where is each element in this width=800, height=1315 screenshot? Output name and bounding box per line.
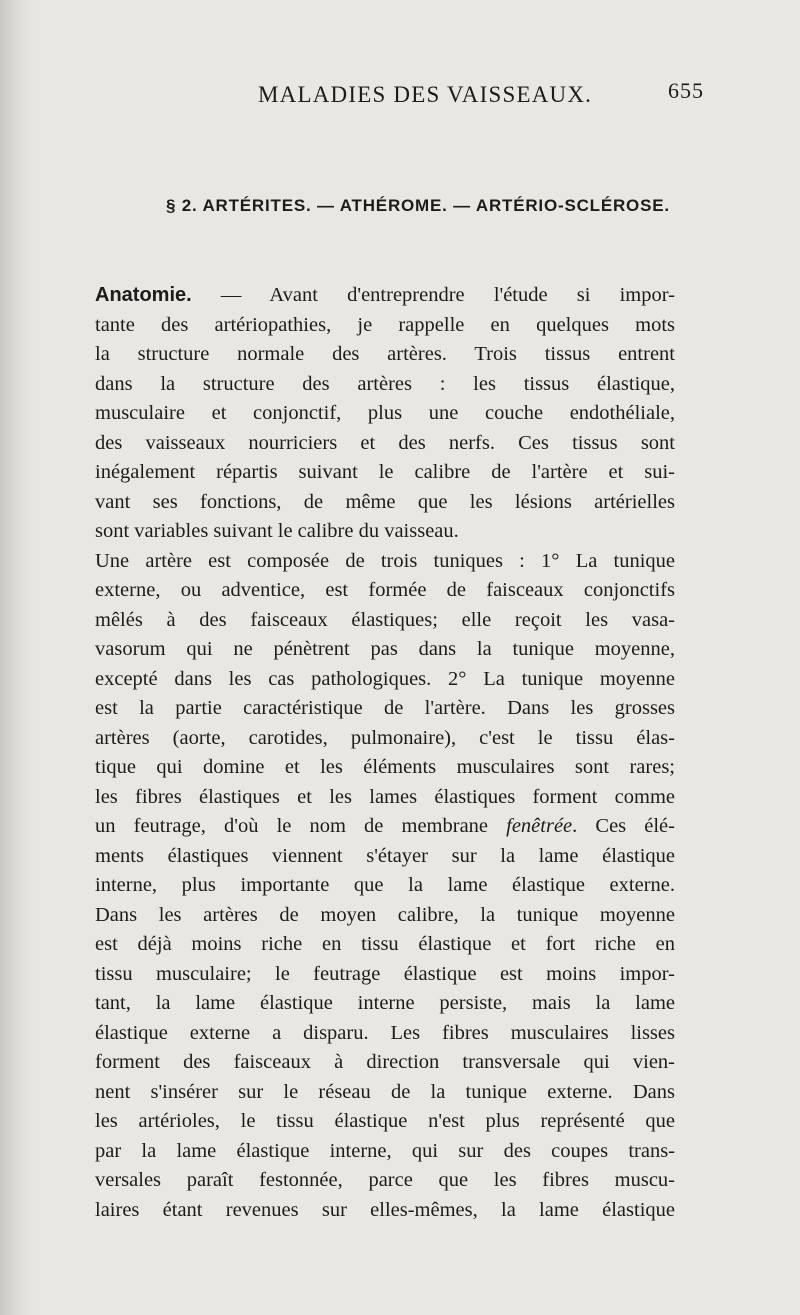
paragraph-2-line: Une artère est composée de trois tuniques : 1° La tunique <box>95 549 675 572</box>
paragraph-2-line: mêlés à des faisceaux élastiques; elle reçoit les vasa- <box>95 608 675 631</box>
paragraph-2-line: Dans les artères de moyen calibre, la tunique moyenne <box>95 903 675 926</box>
paragraph-1-line: inégalement répartis suivant le calibre de l'artère et sui- <box>95 461 675 483</box>
paragraph-2-line: tissu musculaire; le feutrage élastique est moins impor- <box>95 962 675 985</box>
italic-line-before: un feutrage, d'où le nom de membrane <box>95 815 507 837</box>
running-head: MALADIES DES VAISSEAUX. <box>258 82 593 107</box>
paragraph-1-line <box>95 281 675 311</box>
paragraph-2-line: est la partie caractéristique de l'artère. Dans les grosses <box>95 697 675 719</box>
italic-term: fenêtrée <box>506 815 573 837</box>
paragraph-2-line: tant, la lame élastique interne persiste, mais la lame <box>95 992 675 1014</box>
paragraph-2-line: les artérioles, le tissu élastique n'est plus représenté que <box>95 1110 675 1132</box>
paragraph-1-line: vant ses fonctions, de même que les lésions artérielles <box>95 490 675 513</box>
page-number: 655 <box>668 78 704 103</box>
paragraph-2-line: artères (aorte, carotides, pulmonaire), c'est le tissu élas- <box>95 726 675 749</box>
paragraph-2-line: est déjà moins riche en tissu élastique et fort riche en <box>95 933 675 955</box>
paragraph-2-line: tique qui domine et les éléments musculaires sont rares; <box>95 756 675 778</box>
paragraph-2-line: ments élastiques viennent s'étayer sur la lame élastique <box>95 844 675 867</box>
paragraph-2-line: les fibres élastiques et les lames élastiques forment comme <box>95 785 675 808</box>
paragraph-1-line: des vaisseaux nourriciers et des nerfs. Ces tissus sont <box>95 431 675 454</box>
paragraph-2-line: forment des faisceaux à direction transversale qui vien- <box>95 1051 675 1073</box>
paragraph-1-line: musculaire et conjonctif, plus une couche endothéliale, <box>95 402 675 424</box>
paragraph-1-line: dans la structure des artères : les tissus élastique, <box>95 372 675 395</box>
paragraph-2-line: excepté dans les cas pathologiques. 2° La tunique moyenne <box>95 667 675 690</box>
paragraph-2-line: laires étant revenues sur elles-mêmes, la lame élastique <box>95 1198 675 1221</box>
paragraph-2-line: élastique externe a disparu. Les fibres musculaires lisses <box>95 1021 675 1044</box>
italic-line-after: . Ces élé- <box>572 815 675 837</box>
page-gutter-shadow <box>0 0 34 1315</box>
paragraph-1-line: la structure normale des artères. Trois tissus entrent <box>95 343 675 365</box>
paragraph-2-line: vasorum qui ne pénètrent pas dans la tunique moyenne, <box>95 638 675 660</box>
paragraph-2-line: par la lame élastique interne, qui sur des coupes trans- <box>95 1139 675 1162</box>
paragraph-2-line: versales paraît festonnée, parce que les fibres muscu- <box>95 1169 675 1191</box>
paragraph-2-line: externe, ou adventice, est formée de faisceaux conjonctifs <box>95 579 675 601</box>
paragraph-2-line-italic <box>95 812 675 842</box>
paragraph-2-line: interne, plus importante que la lame élastique externe. <box>95 874 675 896</box>
paragraph-1-line-text: — Avant d'entreprendre l'étude si impor- <box>191 284 675 306</box>
paragraph-1-line: sont variables suivant le calibre du vaisseau. <box>95 520 459 542</box>
paragraph-2-line: nent s'insérer sur le réseau de la tunique externe. Dans <box>95 1080 675 1103</box>
paragraph-lead-anatomie: Anatomie. <box>95 284 192 306</box>
paragraph-1-line: tante des artériopathies, je rappelle en quelques mots <box>95 313 675 336</box>
body-text <box>95 281 675 1225</box>
section-heading: § 2. ARTÉRITES. — ATHÉROME. — ARTÉRIO-SCLÉROSE. <box>166 196 670 215</box>
